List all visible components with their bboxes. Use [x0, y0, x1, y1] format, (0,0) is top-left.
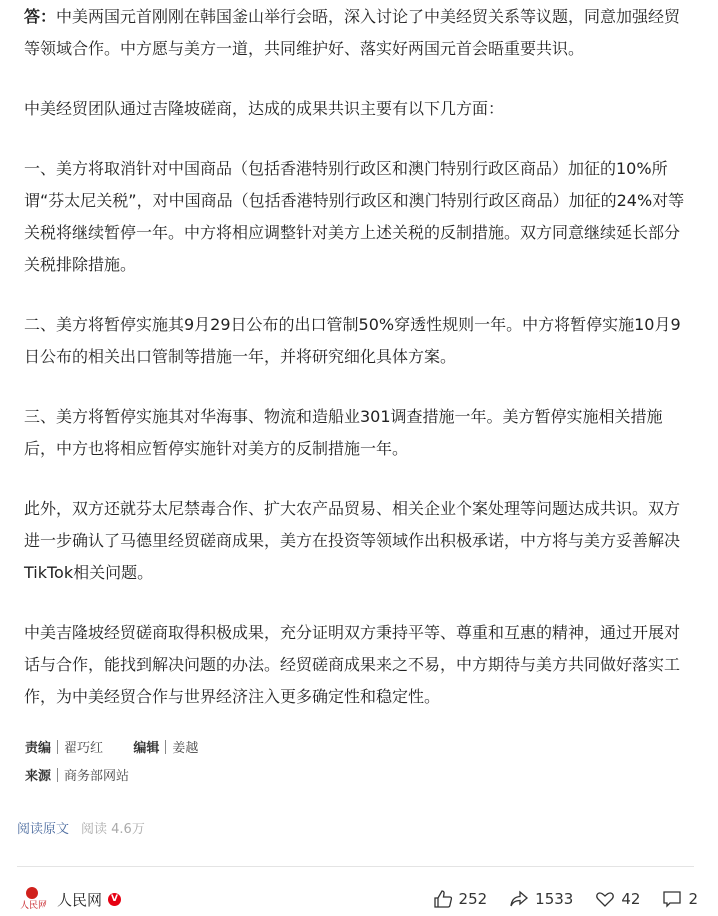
heart-icon — [595, 889, 615, 909]
share-button[interactable] — [509, 889, 573, 909]
read-bar — [17, 818, 145, 837]
source-label: 来源 — [25, 769, 52, 784]
paragraph-text: 中美两国元首刚刚在韩国釜山举行会晤，深入讨论了中美经贸关系等议题，同意加强经贸等领域合作。中方愿与美方一道，共同维护好、落实好两国元首会晤重要共识。 — [24, 7, 681, 58]
paragraph: 此外，双方还就芬太尼禁毒合作、扩大农产品贸易、相关企业个案处理等问题达成共识。双方进一步确认了马德里经贸磋商成果，美方在投资等领域作出积极承诺，中方将与美方妥善解决TikTok相关问题。 — [24, 499, 681, 582]
divider — [57, 768, 58, 782]
view-count: 阅读 4.6万 — [81, 822, 145, 837]
like-button[interactable] — [433, 889, 488, 909]
paragraph: 中美吉隆坡经贸磋商取得积极成果，充分证明双方秉持平等、尊重和互惠的精神，通过开展对话与合作，能找到解决问题的办法。经贸磋商成果来之不易，中方期待与美方共同做好落实工作，为中美经贸合作与世界经济注入更多确定性和稳定性。 — [24, 623, 681, 706]
logo-text: 人民网 — [20, 901, 47, 911]
account-name[interactable]: 人民网 — [57, 890, 103, 909]
paragraph — [24, 1, 688, 65]
divider — [165, 740, 166, 754]
comment-count: 2 — [688, 890, 698, 908]
article-body — [24, 0, 688, 741]
favorite-button[interactable] — [595, 889, 640, 909]
thumbs-up-icon — [433, 889, 453, 909]
editor-name: 翟巧红 — [64, 741, 104, 756]
verified-badge-icon: V — [108, 893, 121, 906]
footer-bar — [17, 882, 698, 916]
editor2-name: 姜越 — [172, 741, 199, 756]
like-count: 252 — [458, 890, 488, 908]
divider — [17, 866, 694, 867]
comment-icon — [662, 889, 682, 909]
divider — [57, 740, 58, 754]
paragraph: 二、美方将暂停实施其9月29日公布的出口管制50%穿透性规则一年。中方将暂停实施10月9日公布的相关出口管制等措施一年，并将研究细化具体方案。 — [24, 315, 681, 366]
answer-label: 答： — [24, 7, 57, 26]
paragraph: 一、美方将取消针对中国商品（包括香港特别行政区和澳门特别行政区商品）加征的10%所谓“芬太尼关税”，对中国商品（包括香港特别行政区和澳门特别行政区商品）加征的24%对等关税将继续暂停一年。中方将相应调整针对美方上述关税的反制措施。双方同意继续延长部分关税排除措施。 — [24, 159, 685, 274]
account-logo[interactable] — [17, 884, 47, 914]
editor-label: 责编 — [25, 741, 52, 756]
share-arrow-icon — [509, 889, 529, 909]
favorite-count: 42 — [621, 890, 641, 908]
comment-button[interactable] — [662, 889, 698, 909]
editor-credits — [25, 737, 198, 756]
source-name: 商务部网站 — [64, 769, 130, 784]
paragraph: 三、美方将暂停实施其对华海事、物流和造船业301调查措施一年。美方暂停实施相关措施后，中方也将相应暂停实施针对美方的反制措施一年。 — [24, 407, 663, 458]
editor2-label: 编辑 — [133, 741, 160, 756]
paragraph: 中美经贸团队通过吉隆坡磋商，达成的成果共识主要有以下几方面： — [24, 99, 505, 118]
read-original-link[interactable]: 阅读原文 — [17, 822, 70, 837]
share-count: 1533 — [535, 890, 574, 908]
source-credit — [25, 765, 129, 784]
